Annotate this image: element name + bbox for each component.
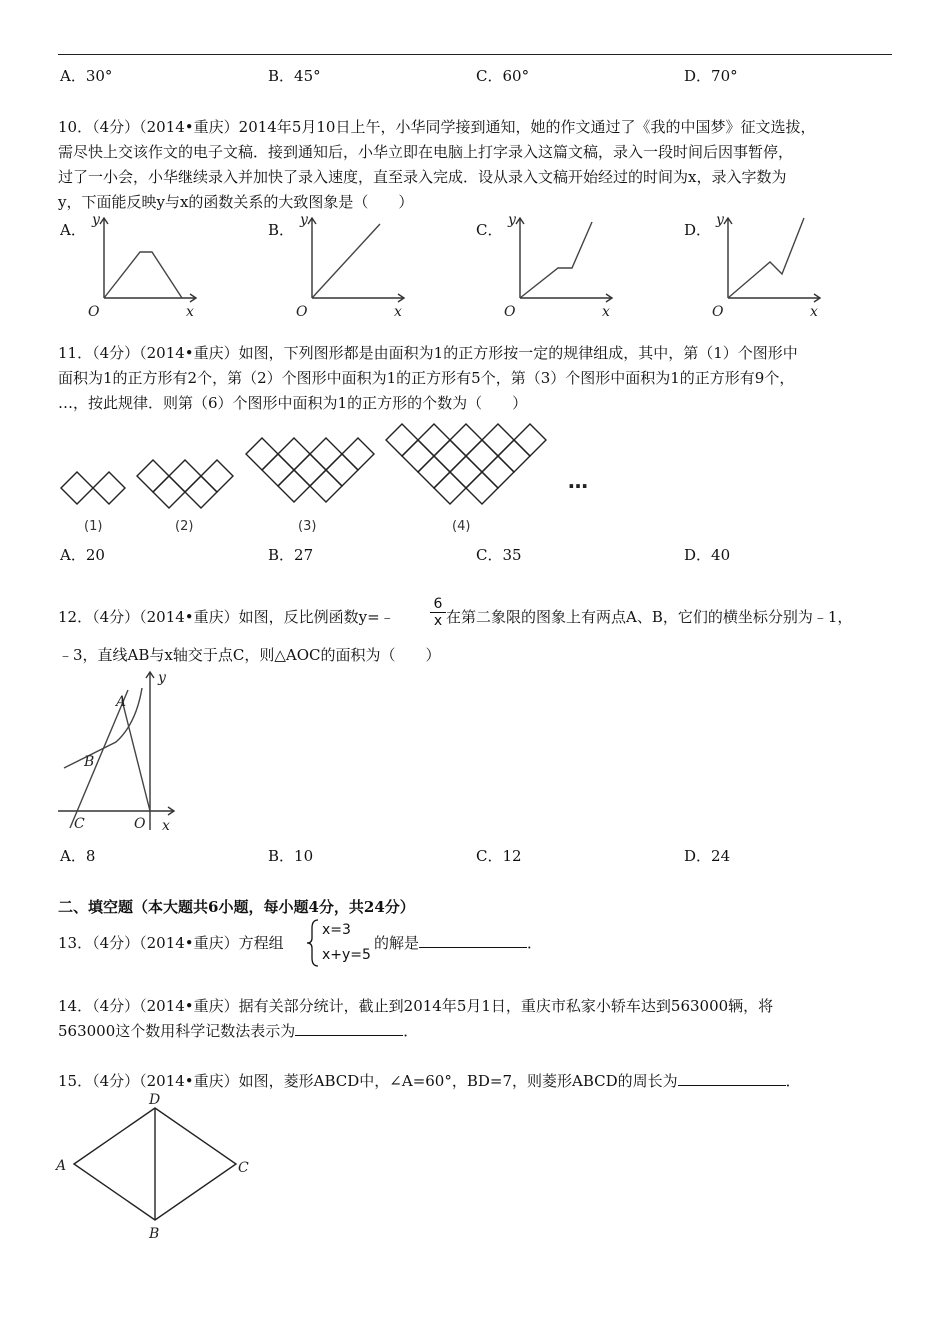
- q14-end: ．: [403, 1022, 419, 1040]
- q11-option-c: C．35: [476, 546, 522, 564]
- q11-option-b: B．27: [268, 546, 314, 564]
- q10-option-d: D．: [684, 221, 712, 239]
- q12-option-b: B．10: [268, 847, 314, 865]
- q14-line-1: 14．（4分）（2014•重庆）据有关部分统计，截止到2014年5月1日，重庆市私家小轿车达到563000辆，将: [58, 997, 774, 1015]
- q10-line-2: 需尽快上交该作文的电子文稿．接到通知后，小华立即在电脑上打字录入这篇文稿，录入一段时间后因事暂停，: [58, 143, 794, 161]
- q10-graph-a: [86, 210, 206, 320]
- q14-answer-blank[interactable]: [295, 1021, 403, 1036]
- q13-suffix: 的解是: [374, 934, 420, 952]
- q10c-y-label: y: [508, 212, 516, 228]
- q12-label-o: O: [134, 816, 146, 832]
- q13-answer-row: [374, 933, 542, 953]
- q13-end: ．: [527, 934, 543, 952]
- q10c-x-label: x: [602, 304, 610, 320]
- q10a-origin-label: O: [88, 304, 100, 320]
- q11-pattern-figures: [0, 420, 620, 540]
- q11-fig4-label: (4): [452, 519, 471, 534]
- q13-answer-blank[interactable]: [419, 933, 527, 948]
- q12-option-a: A．8: [60, 847, 96, 865]
- q9-option-d: D．70°: [684, 67, 738, 85]
- q15-label-a: A: [56, 1158, 67, 1174]
- section-2-title: 二、填空题（本大题共6小题，每小题4分，共24分）: [58, 898, 415, 916]
- q15-answer-blank[interactable]: [678, 1071, 786, 1086]
- q12-fraction-numerator: 6: [433, 596, 443, 612]
- q12-label-a: A: [116, 694, 127, 710]
- q12-line-1b: 在第二象限的图象上有两点A、B，它们的横坐标分别为﹣1，: [446, 608, 853, 626]
- q15-label-d: D: [149, 1092, 161, 1108]
- q10-graph-c: [502, 210, 622, 320]
- q13-prefix: 13．（4分）（2014•重庆）方程组: [58, 934, 284, 952]
- q10b-origin-label: O: [296, 304, 308, 320]
- q11-line-3: …，按此规律．则第（6）个图形中面积为1的正方形的个数为（ ）: [58, 394, 528, 412]
- q10c-origin-label: O: [504, 304, 516, 320]
- q15-label-c: C: [238, 1160, 249, 1176]
- q9-option-c: C．60°: [476, 67, 530, 85]
- q11-fig2-label: (2): [175, 519, 194, 534]
- q12-option-d: D．24: [684, 847, 731, 865]
- q10a-x-label: x: [186, 304, 194, 320]
- q15-line-row: [58, 1071, 801, 1091]
- q14-line-2: 563000这个数用科学记数法表示为: [58, 1022, 296, 1040]
- q10-line-1: 10．（4分）（2014•重庆）2014年5月10日上午，小华同学接到通知，她的作文通过了《我的中国梦》征文选拔，: [58, 118, 816, 136]
- q10-graph-d: [710, 210, 830, 320]
- q10-line-3: 过了一小会，小华继续录入并加快了录入速度，直至录入完成．设从录入文稿开始经过的时间为x，录入字数为: [58, 168, 787, 186]
- q12-label-c: C: [74, 816, 85, 832]
- q11-ellipsis: …: [568, 469, 588, 493]
- q11-line-2: 面积为1的正方形有2个，第（2）个图形中面积为1的正方形有5个，第（3）个图形中面积为1的正方形有9个，: [58, 369, 795, 387]
- q11-option-a: A．20: [60, 546, 105, 564]
- q15-rhombus-figure: [52, 1092, 262, 1242]
- q10d-x-label: x: [810, 304, 818, 320]
- q12-option-c: C．12: [476, 847, 522, 865]
- q10d-origin-label: O: [712, 304, 724, 320]
- q12-label-x: x: [162, 818, 170, 834]
- q12-label-y: y: [158, 670, 166, 686]
- q13-brace: [306, 918, 320, 968]
- q13-equation-2: x+y=5: [322, 947, 371, 963]
- q11-fig3-label: (3): [298, 519, 317, 534]
- q11-fig1-label: (1): [84, 519, 103, 534]
- q11-line-1: 11．（4分）（2014•重庆）如图，下列图形都是由面积为1的正方形按一定的规律组成，其中，第（1）个图形中: [58, 344, 798, 362]
- q10-line-4: y，下面能反映y与x的函数关系的大致图象是（ ）: [58, 193, 414, 211]
- q15-end: ．: [785, 1072, 801, 1090]
- q10b-y-label: y: [300, 212, 308, 228]
- top-rule: [58, 54, 892, 55]
- q10-graph-b: [294, 210, 414, 320]
- q10a-y-label: y: [92, 212, 100, 228]
- q10b-x-label: x: [394, 304, 402, 320]
- q12-label-b: B: [84, 754, 95, 770]
- q12-line-2: ﹣3，直线AB与x轴交于点C，则△AOC的面积为（ ）: [58, 646, 441, 664]
- q10-option-c: C．: [476, 221, 503, 239]
- q12-figure: [56, 668, 186, 838]
- q13-equation-1: x=3: [322, 922, 351, 938]
- q12-fraction: [430, 596, 446, 629]
- q9-option-a: A．30°: [60, 67, 113, 85]
- q14-line-2-row: [58, 1021, 418, 1041]
- q10d-y-label: y: [716, 212, 724, 228]
- q15-label-b: B: [149, 1226, 160, 1242]
- q12-line-1a: 12．（4分）（2014•重庆）如图，反比例函数y=﹣: [58, 608, 395, 626]
- q11-option-d: D．40: [684, 546, 731, 564]
- q10-option-a: A．: [60, 221, 86, 239]
- q9-option-b: B．45°: [268, 67, 321, 85]
- q15-line: 15．（4分）（2014•重庆）如图，菱形ABCD中，∠A=60°，BD=7，则菱形ABCD的周长为: [58, 1072, 678, 1090]
- q12-fraction-denominator: x: [430, 612, 446, 629]
- q10-option-b: B．: [268, 221, 295, 239]
